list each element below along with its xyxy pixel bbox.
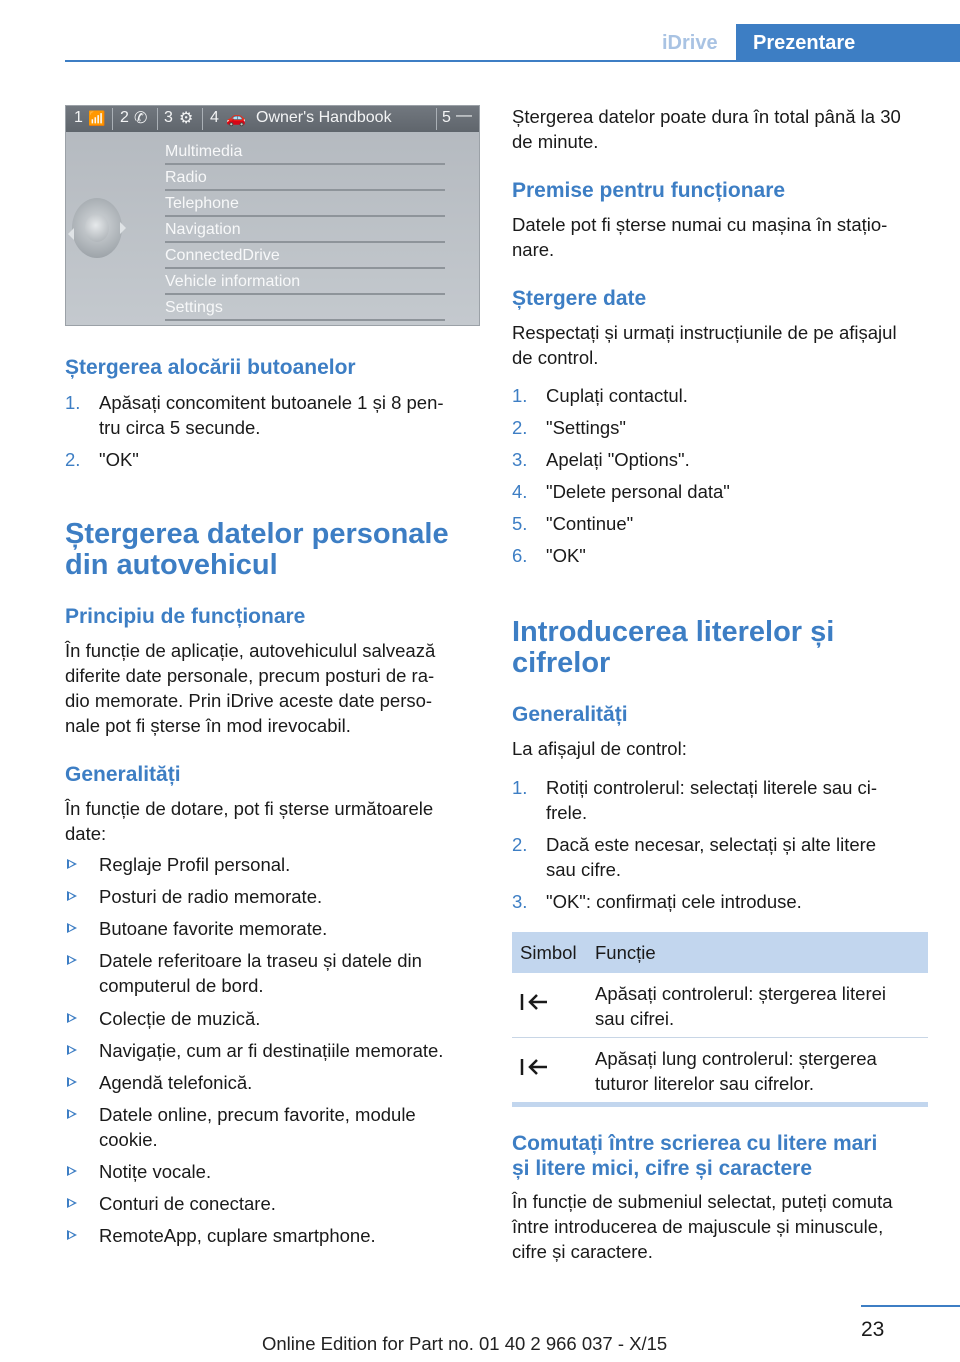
bullet-triangle-icon [67, 955, 77, 965]
steps-list-enter: 1. Rotiți controlerul: selectați literele sau ci- frele. 2. Dacă este necesar, selectați și alte litere sau cifre. 3. "OK": confirmați cele introduse. [512, 777, 878, 912]
chapter-title-delete-personal-data: Ștergerea datelor personale din autovehicul [65, 518, 449, 581]
bullet-triangle-icon [67, 1198, 77, 1208]
topbar-title: Owner's Handbook [256, 109, 392, 126]
arrow-left-icon [68, 228, 74, 240]
steps-list-buttons [65, 390, 480, 470]
bullet-triangle-icon [67, 923, 77, 933]
table-header-symbol: Simbol [520, 942, 577, 963]
idrive-topbar [66, 106, 479, 132]
intro-paragraph: Ștergerea datelor poate dura în total până la 30 de minute. [512, 106, 901, 152]
menu-item-telephone: Telephone [165, 193, 445, 217]
section-title-switch-case: Comutați între scrierea cu litere mari și litere mici, cifre și caractere [512, 1132, 878, 1180]
topbar-num-5: 5 [442, 109, 451, 126]
page-header [0, 24, 960, 62]
topbar-num-2: 2 [120, 109, 129, 126]
phone-icon: ✆ [134, 110, 148, 127]
page-number: 23 [861, 1318, 885, 1341]
bullet-triangle-icon [67, 1013, 77, 1023]
step-number: 2. [65, 449, 81, 470]
menu-item-connecteddrive: ConnectedDrive [165, 245, 445, 269]
steps-list-delete: 1. Cuplați contactul. 2. "Settings" 3. Apelați "Options". 4. "Delete personal data" 5. "Continue" 6. "OK" [512, 385, 730, 566]
dash-icon: — [456, 107, 472, 124]
general-paragraph: În funcție de dotare, pot fi șterse următoarele date: [65, 798, 434, 844]
step-number: 1. [65, 392, 81, 413]
step-text: "OK" [99, 449, 139, 470]
arrow-right-icon [120, 222, 126, 234]
table-cell-function: Apăsați controlerul: ștergerea literei sau cifrei. [595, 983, 887, 1029]
chapter-title-enter-letters: Introducerea literelor și cifrelor [512, 616, 835, 679]
header-section: iDrive [662, 32, 718, 54]
delete-char-icon [520, 991, 550, 1013]
table-header [512, 932, 928, 973]
menu-item-navigation: Navigation [165, 219, 445, 243]
section-title-general-right: Generalități [512, 703, 628, 726]
idrive-screenshot [65, 105, 480, 326]
page-number-rule [861, 1305, 960, 1307]
topbar-num-1: 1 [74, 109, 83, 126]
section-title-general: Generalități [65, 763, 181, 786]
table-cell-function: Apăsați lung controlerul: ștergerea tuturor literelor sau cifrelor. [595, 1048, 877, 1094]
step-text: Apăsați concomitent butoanele 1 și 8 pen- [99, 392, 444, 413]
bullet-triangle-icon [67, 1045, 77, 1055]
car-icon: 🚗 [226, 110, 246, 127]
section-title-principle: Principiu de funcționare [65, 605, 306, 628]
delete-all-icon [520, 1056, 550, 1078]
table-header-function: Funcție [595, 942, 656, 963]
bullet-triangle-icon [67, 1166, 77, 1176]
controller-knob-icon [72, 198, 122, 258]
general-right-paragraph: La afișajul de control: [512, 738, 687, 759]
deletable-data-list: Reglaje Profil personal. Posturi de radio memorate. Butoane favorite memorate. Datele referitoare la traseu și datele din computerul de bord. Colecție de muzică. Navigație, cum ar fi destinațiile memorate. Agendă telefonică. Datele online, precum favorite, module cookie. Notițe vocale. Conturi de conectare. RemoteApp, cuplare smartphone. [65, 852, 480, 1252]
bullet-triangle-icon [67, 1230, 77, 1240]
bullet-triangle-icon [67, 1109, 77, 1119]
bullet-triangle-icon [67, 891, 77, 901]
switch-case-paragraph: În funcție de submeniul selectat, puteți comuta între introducerea de majuscule și minuscule, cifre și caractere. [512, 1191, 893, 1262]
section-title-prerequisites: Premise pentru funcționare [512, 179, 786, 202]
menu-item-settings: Settings [165, 297, 445, 321]
antenna-icon: 📶 [88, 110, 106, 126]
bullet-triangle-icon [67, 1077, 77, 1087]
bullet-triangle-icon [67, 859, 77, 869]
step-text-cont: tru circa 5 secunde. [99, 417, 261, 438]
menu-item-vehicle-information: Vehicle information [165, 271, 445, 295]
section-title-delete-button-assignment: Ștergerea alocării butoanelor [65, 356, 356, 379]
topbar-num-3: 3 [164, 109, 173, 126]
footer-edition: Online Edition for Part no. 01 40 2 966 037 - X/15 [262, 1333, 668, 1354]
topbar-num-4: 4 [210, 109, 219, 126]
principle-paragraph: În funcție de aplicație, autovehiculul salvează diferite date personale, precum posturi de ra- dio memorate. Prin iDrive aceste date perso- nale pot fi șterse în mod irevocabil. [65, 640, 436, 736]
prerequisites-paragraph: Datele pot fi șterse numai cu mașina în stațio- nare. [512, 214, 888, 260]
menu-item-multimedia: Multimedia [165, 141, 445, 165]
menu-item-radio: Radio [165, 167, 445, 191]
header-rule [65, 60, 960, 62]
delete-data-paragraph: Respectați și urmați instrucțiunile de pe afișajul de control. [512, 322, 897, 368]
section-title-delete-data: Ștergere date [512, 287, 647, 310]
gear-icon: ⚙ [179, 110, 194, 127]
header-tab: Prezentare [736, 24, 960, 62]
